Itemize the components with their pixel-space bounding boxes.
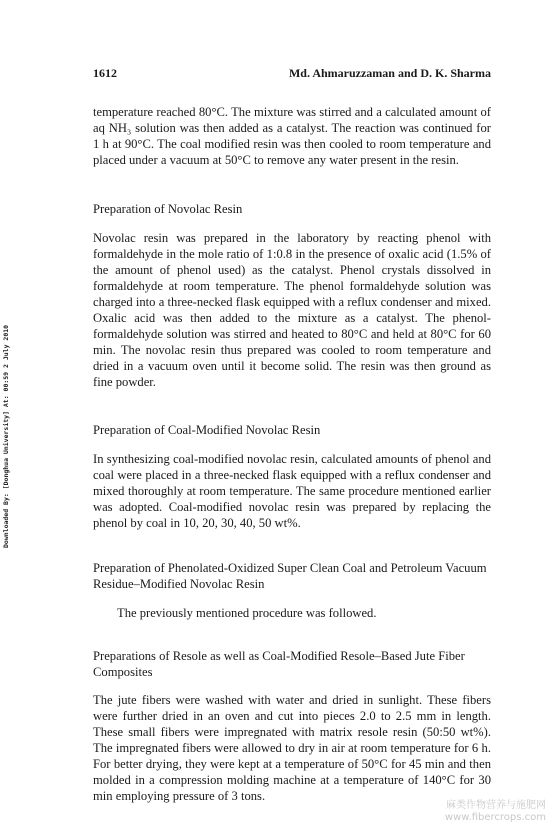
page-number: 1612 <box>93 66 117 80</box>
page-body <box>93 104 491 804</box>
running-head-authors: Md. Ahmaruzzaman and D. K. Sharma <box>288 66 491 80</box>
section-heading-phenolated-oxidized: Preparation of Phenolated-Oxidized Super Clean Coal and Petroleum Vacuum Residue–Modified Novolac Resin <box>93 561 487 591</box>
section-heading-resole-composites: Preparations of Resole as well as Coal-Modified Resole–Based Jute Fiber Composites <box>93 649 465 679</box>
section-text-coal-modified-novolac: In synthesizing coal-modified novolac resin, calculated amounts of phenol and coal were placed in a three-necked flask equipped with a reflux condenser and mixed thoroughly at room temperature. The same procedure mentioned earlier was adopted. Coal-modified novolac resin was prepared by replacing the phenol by coal in 10, 20, 30, 40, 50 wt%. <box>93 452 491 530</box>
section-text-phenolated-oxidized: The previously mentioned procedure was followed. <box>117 606 377 620</box>
continuation-paragraph: temperature reached 80°C. The mixture was stirred and a calculated amount of aq NH₃ solution was then added as a catalyst. The reaction was continued for 1 h at 90°C. The coal modified resin was then cooled to room temperature and placed under a vacuum at 50°C to remove any water present in the resin. <box>93 105 491 167</box>
site-watermark <box>445 800 546 824</box>
download-stamp: Downloaded By: [Donghua University] At: 00:59 2 July 2010 <box>2 324 10 548</box>
section-text-resole-composites: The jute fibers were washed with water and dried in sunlight. These fibers were further dried in an oven and cut into pieces 2.0 to 2.5 mm in length. These small fibers were impregnated with matrix resole resin (50:50 wt%). The impregnated fibers were allowed to dry in air at room temperature for 6 h. For better drying, they were kept at a temperature of 50°C for 45 min and then molded in a compression molding machine at a temperature of 140°C for 30 min employing pressure of 3 tons. <box>93 693 491 803</box>
section-text-novolac-resin: Novolac resin was prepared in the laboratory by reacting phenol with formaldehyde in the mole ratio of 1:0.8 in the presence of oxalic acid (1.5% of the amount of phenol used) as the catalyst. Phenol crystals dissolved in formaldehyde at room temperature. The phenol formaldehyde solution was charged into a three-necked flask equipped with a reflux condenser and mixed. Oxalic acid was then added to the mixture as a catalyst. The phenol-formaldehyde solution was stirred and heated to 80°C and held at 80°C for 60 min. The novolac resin thus prepared was cooled to room temperature and dried in a vacuum oven until it become solid. The resin was then ground as fine powder. <box>93 231 491 389</box>
watermark-url: www.fibercrops.com <box>444 812 546 823</box>
section-heading-novolac-resin: Preparation of Novolac Resin <box>93 202 243 216</box>
section-heading-coal-modified-novolac: Preparation of Coal-Modified Novolac Resin <box>93 423 321 437</box>
watermark-title: 麻类作物营养与施肥网 <box>446 800 546 811</box>
